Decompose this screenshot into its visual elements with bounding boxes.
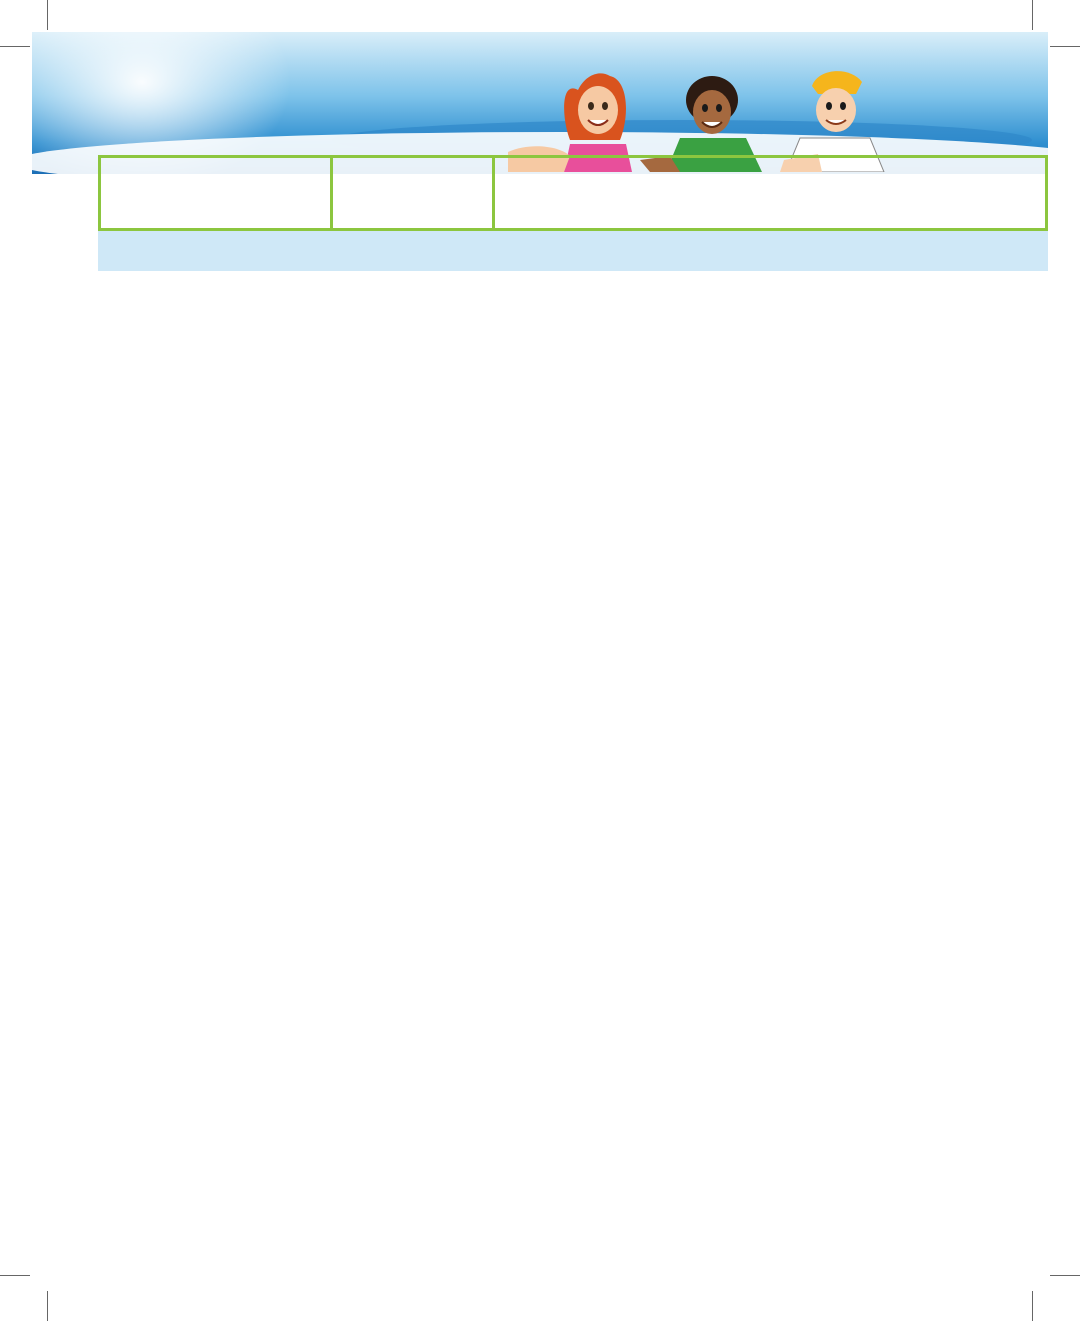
- starter-row: [98, 155, 1048, 231]
- crop-mark: [1050, 46, 1080, 47]
- crop-mark: [1050, 1275, 1080, 1276]
- crop-mark: [1032, 1291, 1033, 1321]
- crop-mark: [0, 1275, 30, 1276]
- crop-mark: [47, 0, 48, 30]
- crop-mark: [47, 1291, 48, 1321]
- crop-mark: [1032, 0, 1033, 30]
- column-header-row: [98, 231, 1048, 271]
- crop-mark: [0, 46, 30, 47]
